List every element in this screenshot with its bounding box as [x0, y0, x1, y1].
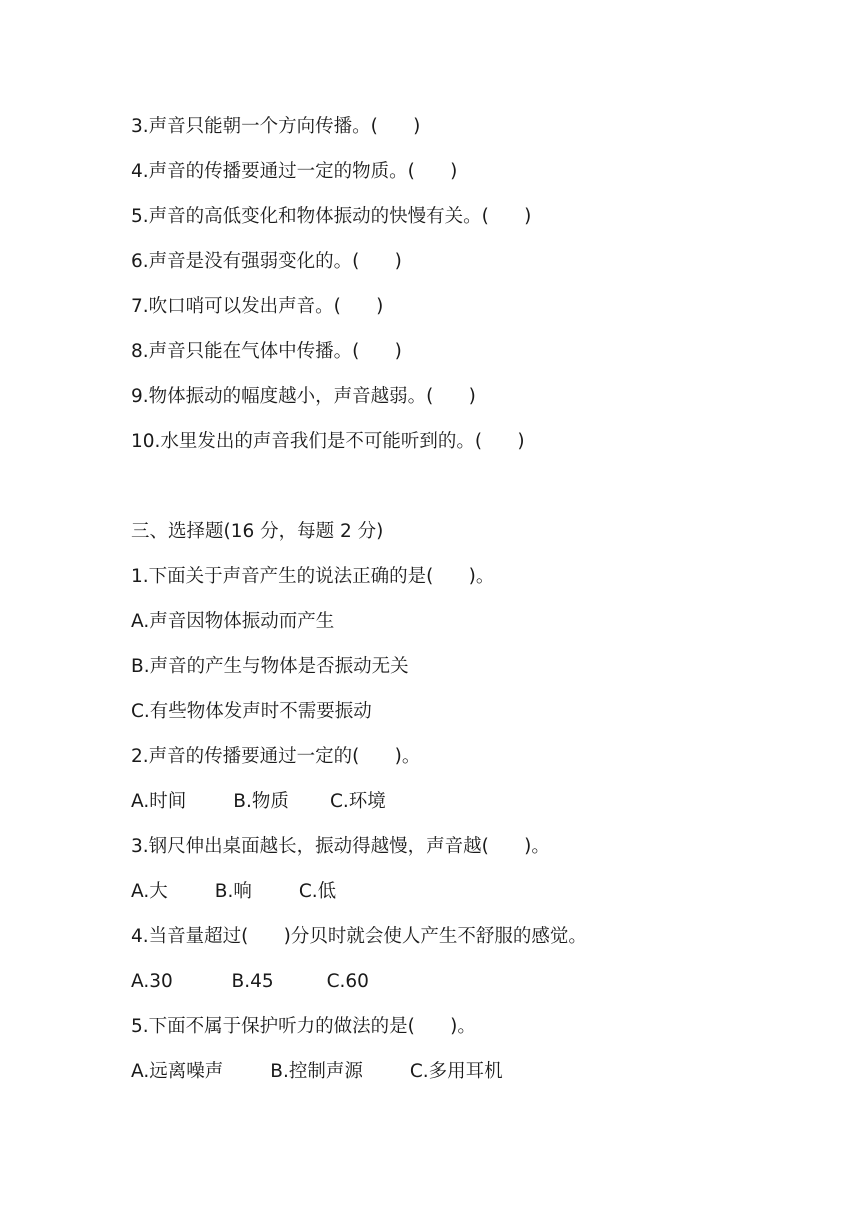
judgement-item-8: 8.声音只能在气体中传播。( ): [131, 341, 402, 362]
choice-option-1b: B.声音的产生与物体是否振动无关: [131, 656, 409, 677]
judgement-item-5: 5.声音的高低变化和物体振动的快慢有关。( ): [131, 206, 532, 227]
judgement-item-7: 7.吹口哨可以发出声音。( ): [131, 296, 384, 317]
judgement-item-6: 6.声音是没有强弱变化的。( ): [131, 251, 402, 272]
choice-question-3: 3.钢尺伸出桌面越长，振动得越慢，声音越( )。: [131, 836, 550, 857]
choice-question-2: 2.声音的传播要通过一定的( )。: [131, 746, 421, 767]
judgement-item-4: 4.声音的传播要通过一定的物质。( ): [131, 161, 458, 182]
judgement-item-3: 3.声音只能朝一个方向传播。( ): [131, 116, 421, 137]
choice-question-5: 5.下面不属于保护听力的做法的是( )。: [131, 1016, 476, 1037]
choice-question-4: 4.当音量超过( )分贝时就会使人产生不舒服的感觉。: [131, 926, 587, 947]
judgement-item-9: 9.物体振动的幅度越小，声音越弱。( ): [131, 386, 476, 407]
choice-options-3: A.大 B.响 C.低: [131, 881, 337, 902]
choice-option-1c: C.有些物体发声时不需要振动: [131, 701, 372, 722]
section-title: 三、选择题(16 分，每题 2 分): [131, 521, 384, 542]
choice-options-5: A.远离噪声 B.控制声源 C.多用耳机: [131, 1061, 503, 1082]
judgement-item-10: 10.水里发出的声音我们是不可能听到的。( ): [131, 431, 525, 452]
choice-options-4: A.30 B.45 C.60: [131, 971, 369, 992]
choice-options-2: A.时间 B.物质 C.环境: [131, 791, 386, 812]
choice-option-1a: A.声音因物体振动而产生: [131, 611, 335, 632]
choice-question-1: 1.下面关于声音产生的说法正确的是( )。: [131, 566, 495, 587]
